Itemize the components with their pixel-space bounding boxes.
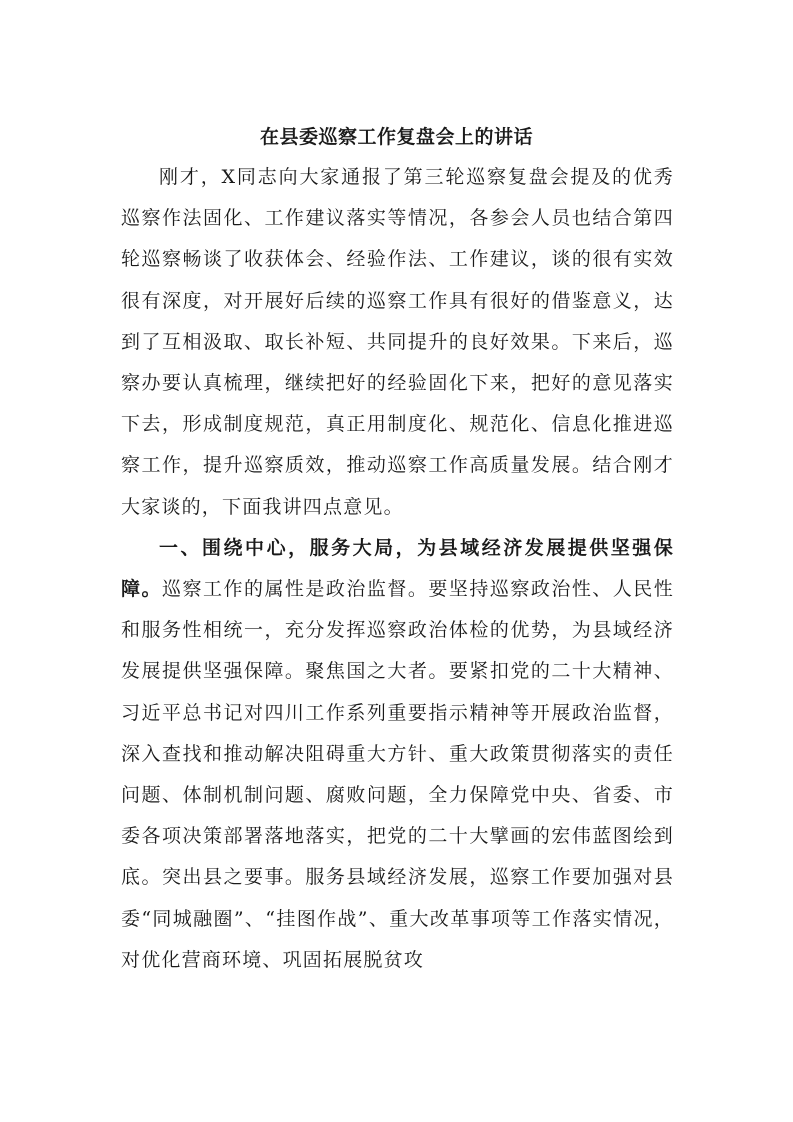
intro-paragraph: 刚才，X同志向大家通报了第三轮巡察复盘会提及的优秀巡察作法固化、工作建议落实等情况，各参会人员也结合第四轮巡察畅谈了收获体会、经验作法、工作建议，谈的很有实效很有深度，对开展好后续的巡察工作具有很好的借鉴意义，达到了互相汲取、取长补短、共同提升的良好效果。下来后，巡察办要认真梳理，继续把好的经验固化下来，把好的意见落实下去，形成制度规范，真正用制度化、规范化、信息化推进巡察工作，提升巡察质效，推动巡察工作高质量发展。结合刚才大家谈的，下面我讲四点意见。: [121, 166, 674, 518]
section-1-paragraph: [121, 528, 674, 981]
document-title: 在县委巡察工作复盘会上的讲话: [259, 126, 533, 148]
section-1-heading: 一、围绕中心，服务大局，为县域经济发展提供坚强保障。: [121, 536, 674, 601]
section-1-body: 巡察工作的属性是政治监督。要坚持巡察政治性、人民性和服务性相统一，充分发挥巡察政治体检的优势，为县域经济发展提供坚强保障。聚焦国之大者。要紧扣党的二十大精神、习近平总书记对四川工作系列重要指示精神等开展政治监督，深入查找和推动解决阻碍重大方针、重大政策贯彻落实的责任问题、体制机制问题、腐败问题，全力保障党中央、省委、市委各项决策部署落地落实，把党的二十大擘画的宏伟蓝图绘到底。突出县之要事。服务县域经济发展，巡察工作要加强对县委“同城融圈”、“挂图作战”、重大改革事项等工作落实情况，对优化营商环境、巩固拓展脱贫攻: [121, 578, 674, 971]
document-body: [121, 157, 674, 981]
